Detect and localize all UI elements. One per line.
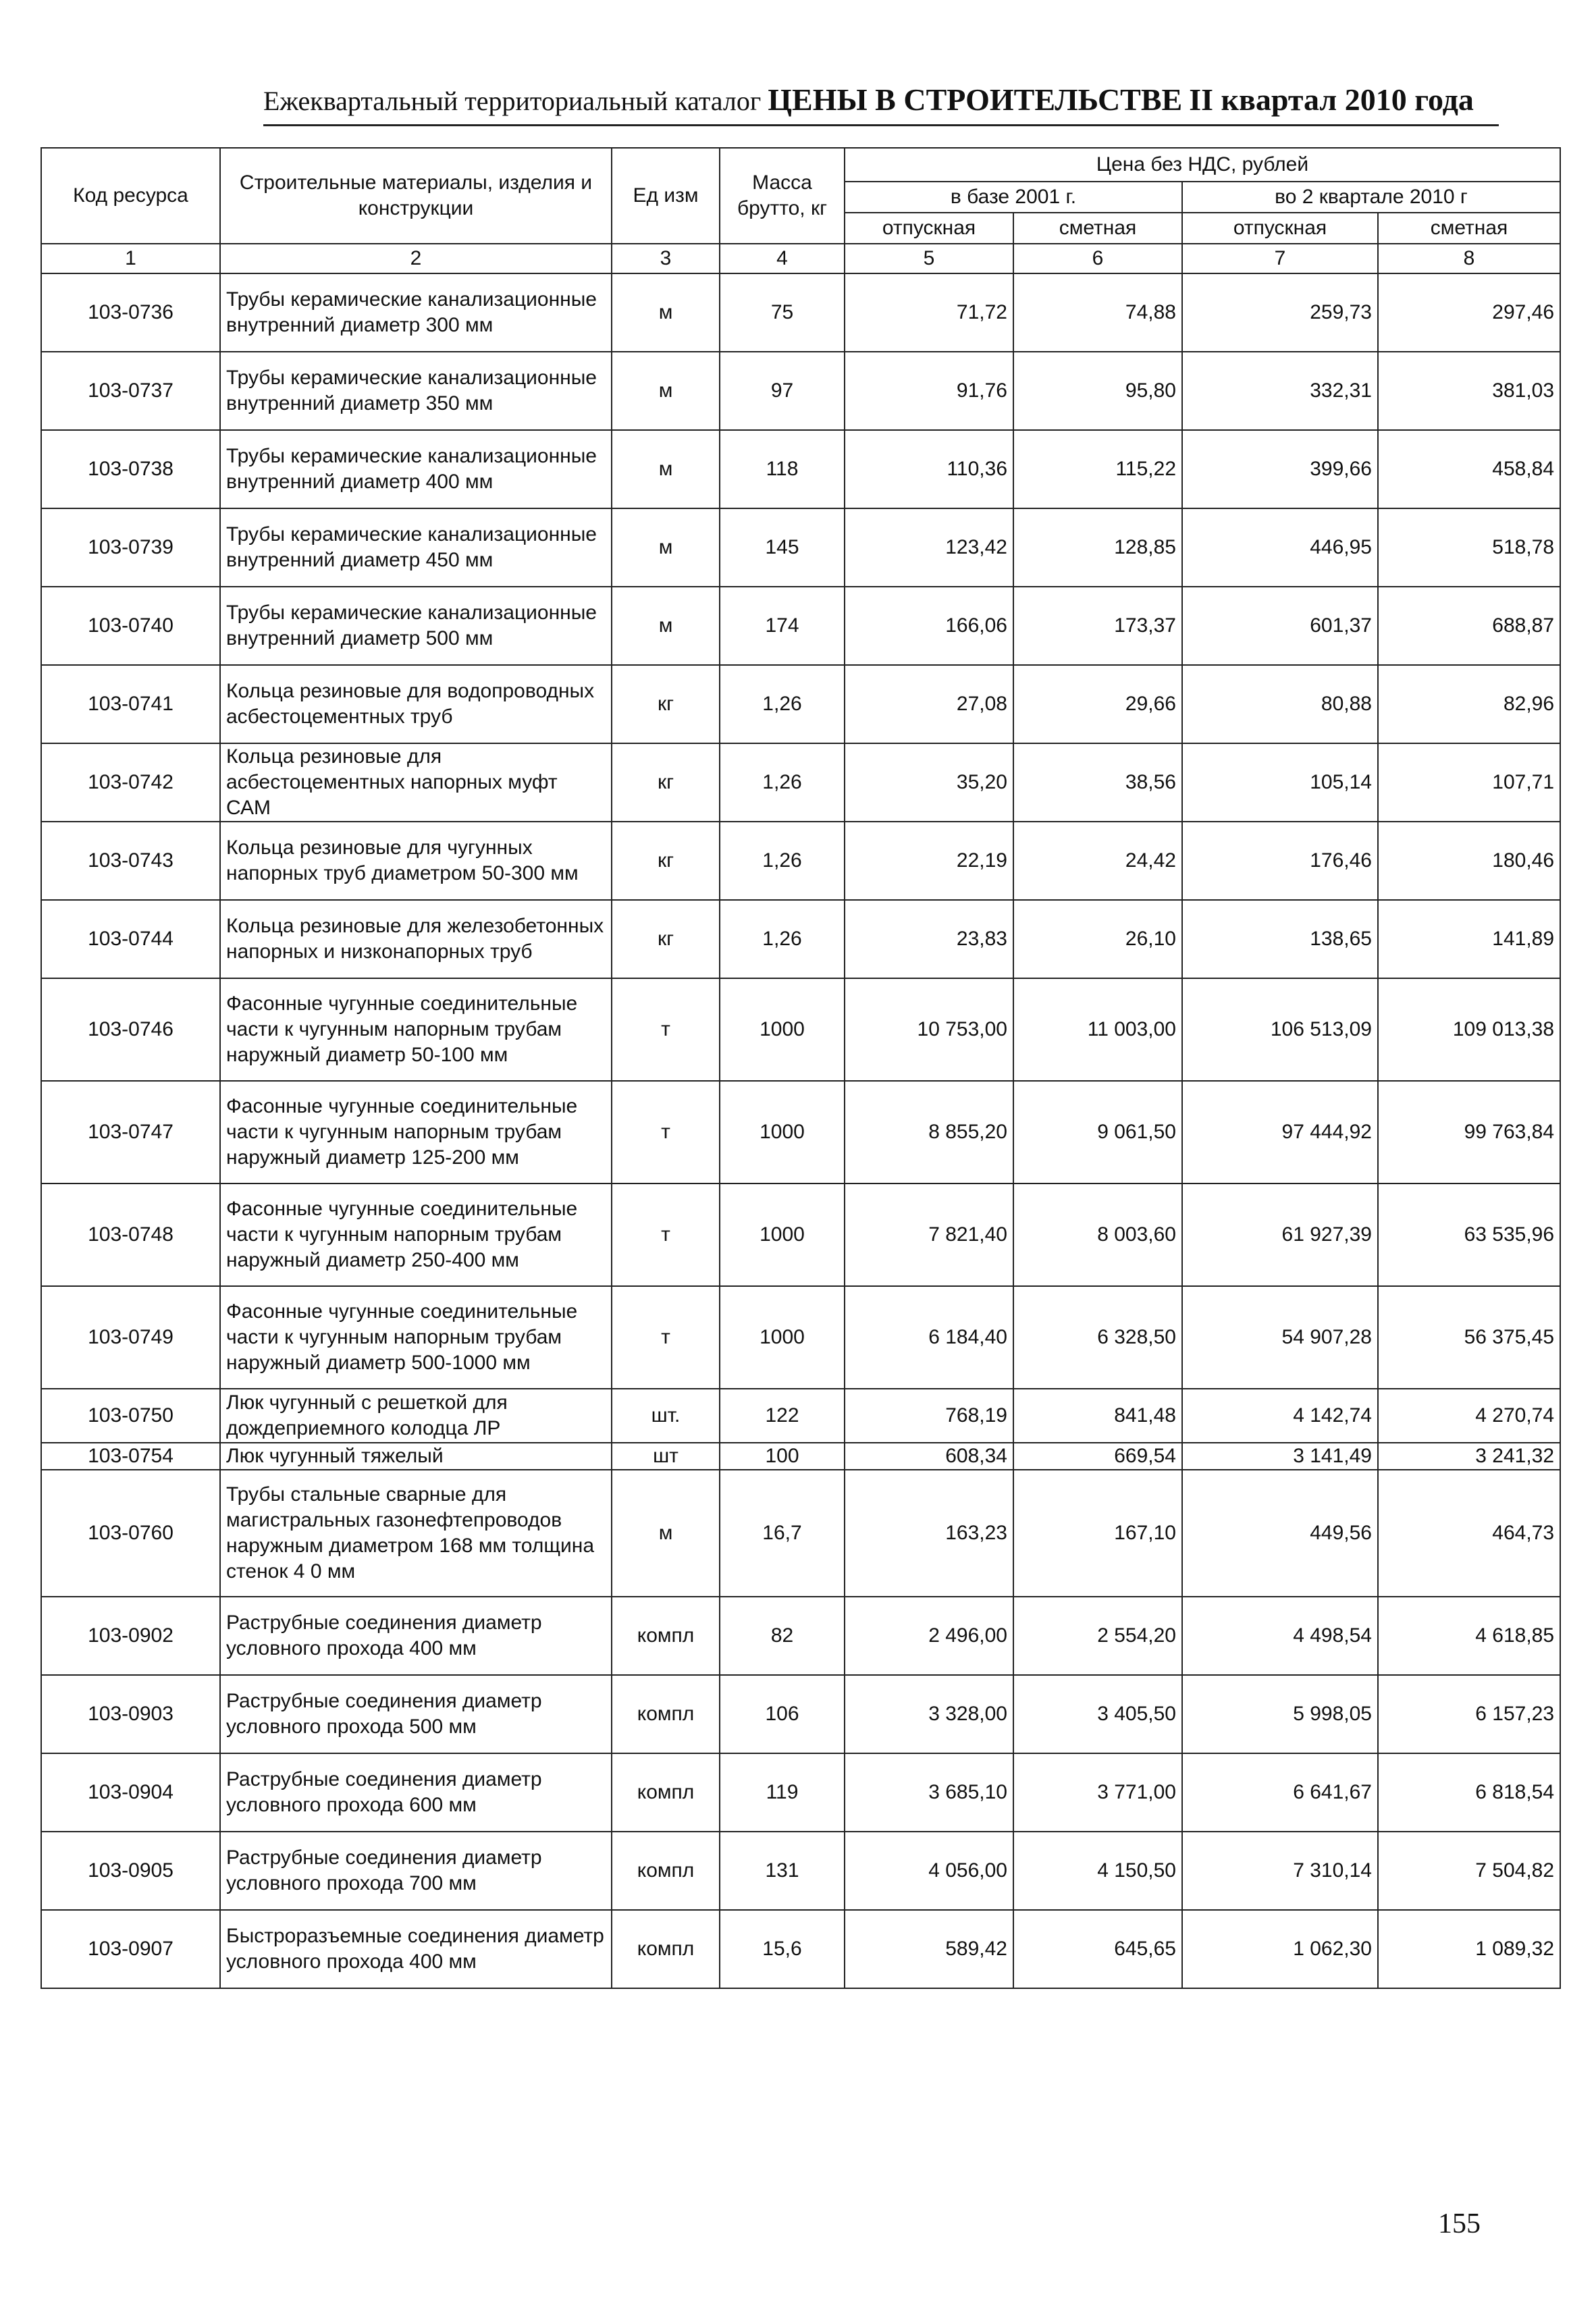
table-body — [41, 244, 1560, 1988]
header-release-base: отпускная — [845, 213, 1013, 244]
cell-code: 103-0754 — [41, 1443, 220, 1470]
cell-code: 103-0747 — [41, 1081, 220, 1184]
cell-mass: 75 — [720, 273, 845, 352]
cell-price-base-estimate: 167,10 — [1013, 1470, 1182, 1597]
table-row — [41, 1753, 1560, 1832]
cell-mass: 131 — [720, 1832, 845, 1910]
cell-unit: компл — [612, 1832, 720, 1910]
cell-unit: т — [612, 1081, 720, 1184]
cell-price-base-estimate: 115,22 — [1013, 430, 1182, 508]
cell-mass: 16,7 — [720, 1470, 845, 1597]
cell-code: 103-0750 — [41, 1389, 220, 1443]
cell-mass: 145 — [720, 508, 845, 587]
cell-price-current-estimate: 518,78 — [1378, 508, 1560, 587]
cell-code: 103-0738 — [41, 430, 220, 508]
cell-unit: компл — [612, 1675, 720, 1753]
cell-price-base-estimate: 3 771,00 — [1013, 1753, 1182, 1832]
cell-price-current-estimate: 4 618,85 — [1378, 1597, 1560, 1675]
price-table — [41, 147, 1561, 1989]
cell-name: Фасонные чугунные соединительные части к чугунным напорным трубам наружный диаметр 50-100 мм — [220, 978, 612, 1081]
cell-price-current-estimate: 458,84 — [1378, 430, 1560, 508]
cell-name: Раструбные соединения диаметр условного прохода 400 мм — [220, 1597, 612, 1675]
cell-price-current-estimate: 56 375,45 — [1378, 1286, 1560, 1389]
cell-price-base-release: 768,19 — [845, 1389, 1013, 1443]
cell-price-base-release: 8 855,20 — [845, 1081, 1013, 1184]
cell-price-current-estimate: 1 089,32 — [1378, 1910, 1560, 1988]
cell-price-current-estimate: 6 818,54 — [1378, 1753, 1560, 1832]
cell-unit: компл — [612, 1753, 720, 1832]
cell-price-base-estimate: 2 554,20 — [1013, 1597, 1182, 1675]
cell-name: Раструбные соединения диаметр условного прохода 600 мм — [220, 1753, 612, 1832]
cell-unit: м — [612, 352, 720, 430]
cell-code: 103-0742 — [41, 743, 220, 822]
cell-unit: т — [612, 978, 720, 1081]
cell-name: Раструбные соединения диаметр условного прохода 500 мм — [220, 1675, 612, 1753]
cell-name: Трубы керамические канализационные внутренний диаметр 400 мм — [220, 430, 612, 508]
cell-code: 103-0736 — [41, 273, 220, 352]
header-mass: Масса брутто, кг — [720, 148, 845, 244]
cell-mass: 1,26 — [720, 743, 845, 822]
cell-code: 103-0748 — [41, 1184, 220, 1286]
cell-mass: 1,26 — [720, 822, 845, 900]
cell-code: 103-0760 — [41, 1470, 220, 1597]
cell-price-current-estimate: 3 241,32 — [1378, 1443, 1560, 1470]
table-row — [41, 430, 1560, 508]
cell-mass: 1000 — [720, 1286, 845, 1389]
cell-price-base-release: 608,34 — [845, 1443, 1013, 1470]
cell-code: 103-0907 — [41, 1910, 220, 1988]
cell-name: Трубы стальные сварные для магистральных газонефтепроводов наружным диаметром 168 мм толщина стенок 4 0 мм — [220, 1470, 612, 1597]
cell-price-base-estimate: 6 328,50 — [1013, 1286, 1182, 1389]
cell-unit: шт. — [612, 1389, 720, 1443]
cell-price-current-estimate: 6 157,23 — [1378, 1675, 1560, 1753]
cell-price-base-release: 166,06 — [845, 587, 1013, 665]
cell-unit: кг — [612, 665, 720, 743]
cell-price-current-estimate: 7 504,82 — [1378, 1832, 1560, 1910]
cell-unit: кг — [612, 822, 720, 900]
cell-price-base-estimate: 669,54 — [1013, 1443, 1182, 1470]
table-row — [41, 1389, 1560, 1443]
header-base: в базе 2001 г. — [845, 182, 1182, 213]
cell-price-base-estimate: 645,65 — [1013, 1910, 1182, 1988]
cell-price-current-estimate: 99 763,84 — [1378, 1081, 1560, 1184]
cell-price-base-estimate: 8 003,60 — [1013, 1184, 1182, 1286]
col-number: 4 — [720, 244, 845, 273]
cell-unit: компл — [612, 1910, 720, 1988]
cell-code: 103-0903 — [41, 1675, 220, 1753]
cell-price-current-release: 7 310,14 — [1182, 1832, 1378, 1910]
cell-price-current-estimate: 297,46 — [1378, 273, 1560, 352]
cell-price-base-estimate: 74,88 — [1013, 273, 1182, 352]
cell-price-current-release: 5 998,05 — [1182, 1675, 1378, 1753]
table-row — [41, 900, 1560, 978]
cell-price-base-estimate: 4 150,50 — [1013, 1832, 1182, 1910]
cell-name: Кольца резиновые для чугунных напорных труб диаметром 50-300 мм — [220, 822, 612, 900]
cell-name: Кольца резиновые для водопроводных асбестоцементных труб — [220, 665, 612, 743]
header-unit: Ед изм — [612, 148, 720, 244]
cell-price-base-release: 91,76 — [845, 352, 1013, 430]
header-current: во 2 квартале 2010 г — [1182, 182, 1560, 213]
cell-price-current-estimate: 381,03 — [1378, 352, 1560, 430]
cell-unit: м — [612, 1470, 720, 1597]
cell-mass: 122 — [720, 1389, 845, 1443]
cell-price-current-release: 399,66 — [1182, 430, 1378, 508]
cell-price-base-release: 4 056,00 — [845, 1832, 1013, 1910]
cell-mass: 118 — [720, 430, 845, 508]
cell-price-base-estimate: 3 405,50 — [1013, 1675, 1182, 1753]
cell-price-current-release: 97 444,92 — [1182, 1081, 1378, 1184]
cell-name: Фасонные чугунные соединительные части к чугунным напорным трубам наружный диаметр 500-1000 мм — [220, 1286, 612, 1389]
table-row — [41, 1286, 1560, 1389]
cell-code: 103-0740 — [41, 587, 220, 665]
cell-name: Фасонные чугунные соединительные части к чугунным напорным трубам наружный диаметр 250-400 мм — [220, 1184, 612, 1286]
cell-mass: 1000 — [720, 1081, 845, 1184]
cell-price-current-estimate: 688,87 — [1378, 587, 1560, 665]
cell-price-current-estimate: 180,46 — [1378, 822, 1560, 900]
header-price: Цена без НДС, рублей — [845, 148, 1560, 182]
header-prefix: Ежеквартальный территориальный каталог — [263, 86, 762, 116]
cell-unit: м — [612, 273, 720, 352]
cell-price-base-release: 27,08 — [845, 665, 1013, 743]
table-row — [41, 352, 1560, 430]
cell-price-current-release: 449,56 — [1182, 1470, 1378, 1597]
col-number: 1 — [41, 244, 220, 273]
cell-unit: м — [612, 587, 720, 665]
cell-mass: 1,26 — [720, 900, 845, 978]
cell-price-current-release: 4 498,54 — [1182, 1597, 1378, 1675]
table-row — [41, 822, 1560, 900]
cell-price-current-release: 1 062,30 — [1182, 1910, 1378, 1988]
table-row — [41, 508, 1560, 587]
cell-code: 103-0904 — [41, 1753, 220, 1832]
cell-price-current-estimate: 109 013,38 — [1378, 978, 1560, 1081]
cell-code: 103-0739 — [41, 508, 220, 587]
cell-unit: шт — [612, 1443, 720, 1470]
cell-price-current-release: 106 513,09 — [1182, 978, 1378, 1081]
cell-price-base-release: 22,19 — [845, 822, 1013, 900]
cell-price-base-release: 110,36 — [845, 430, 1013, 508]
cell-mass: 1000 — [720, 978, 845, 1081]
table-row — [41, 1184, 1560, 1286]
cell-price-base-estimate: 95,80 — [1013, 352, 1182, 430]
col-number: 5 — [845, 244, 1013, 273]
header-name: Строительные материалы, изделия и конструкции — [220, 148, 612, 244]
col-number: 3 — [612, 244, 720, 273]
cell-price-current-release: 6 641,67 — [1182, 1753, 1378, 1832]
cell-price-base-estimate: 26,10 — [1013, 900, 1182, 978]
header-estimate-base: сметная — [1013, 213, 1182, 244]
cell-price-base-release: 2 496,00 — [845, 1597, 1013, 1675]
table-row — [41, 665, 1560, 743]
cell-price-current-release: 601,37 — [1182, 587, 1378, 665]
col-number: 8 — [1378, 244, 1560, 273]
cell-price-current-release: 332,31 — [1182, 352, 1378, 430]
cell-price-current-release: 54 907,28 — [1182, 1286, 1378, 1389]
cell-price-base-estimate: 841,48 — [1013, 1389, 1182, 1443]
cell-unit: компл — [612, 1597, 720, 1675]
cell-price-base-release: 3 685,10 — [845, 1753, 1013, 1832]
cell-unit: кг — [612, 743, 720, 822]
cell-unit: кг — [612, 900, 720, 978]
cell-name: Трубы керамические канализационные внутренний диаметр 500 мм — [220, 587, 612, 665]
table-row — [41, 1832, 1560, 1910]
cell-price-current-release: 176,46 — [1182, 822, 1378, 900]
cell-code: 103-0743 — [41, 822, 220, 900]
cell-price-base-estimate: 29,66 — [1013, 665, 1182, 743]
cell-name: Быстроразъемные соединения диаметр условного прохода 400 мм — [220, 1910, 612, 1988]
cell-price-base-release: 23,83 — [845, 900, 1013, 978]
cell-name: Трубы керамические канализационные внутренний диаметр 300 мм — [220, 273, 612, 352]
cell-price-current-release: 4 142,74 — [1182, 1389, 1378, 1443]
cell-name: Кольца резиновые для асбестоцементных напорных муфт САМ — [220, 743, 612, 822]
cell-name: Раструбные соединения диаметр условного прохода 700 мм — [220, 1832, 612, 1910]
cell-code: 103-0744 — [41, 900, 220, 978]
cell-code: 103-0749 — [41, 1286, 220, 1389]
cell-mass: 174 — [720, 587, 845, 665]
cell-code: 103-0902 — [41, 1597, 220, 1675]
cell-mass: 119 — [720, 1753, 845, 1832]
table-row — [41, 273, 1560, 352]
cell-name: Трубы керамические канализационные внутренний диаметр 450 мм — [220, 508, 612, 587]
cell-code: 103-0905 — [41, 1832, 220, 1910]
cell-price-current-estimate: 63 535,96 — [1378, 1184, 1560, 1286]
cell-code: 103-0737 — [41, 352, 220, 430]
header-release-current: отпускная — [1182, 213, 1378, 244]
table-row — [41, 743, 1560, 822]
cell-price-base-release: 123,42 — [845, 508, 1013, 587]
cell-mass: 1,26 — [720, 665, 845, 743]
cell-mass: 106 — [720, 1675, 845, 1753]
cell-unit: м — [612, 508, 720, 587]
cell-unit: м — [612, 430, 720, 508]
header-period: II квартал 2010 года — [1189, 82, 1474, 117]
table-row — [41, 978, 1560, 1081]
header-code: Код ресурса — [41, 148, 220, 244]
cell-price-current-release: 138,65 — [1182, 900, 1378, 978]
cell-name: Трубы керамические канализационные внутренний диаметр 350 мм — [220, 352, 612, 430]
table-row — [41, 1597, 1560, 1675]
cell-price-current-estimate: 464,73 — [1378, 1470, 1560, 1597]
cell-price-base-release: 163,23 — [845, 1470, 1013, 1597]
cell-price-base-release: 35,20 — [845, 743, 1013, 822]
cell-price-base-release: 3 328,00 — [845, 1675, 1013, 1753]
column-numbers-row — [41, 244, 1560, 273]
cell-price-current-release: 80,88 — [1182, 665, 1378, 743]
cell-unit: т — [612, 1286, 720, 1389]
cell-code: 103-0746 — [41, 978, 220, 1081]
cell-name: Люк чугунный тяжелый — [220, 1443, 612, 1470]
cell-price-base-estimate: 11 003,00 — [1013, 978, 1182, 1081]
cell-price-current-release: 446,95 — [1182, 508, 1378, 587]
cell-mass: 97 — [720, 352, 845, 430]
col-number: 7 — [1182, 244, 1378, 273]
cell-mass: 82 — [720, 1597, 845, 1675]
cell-price-base-release: 6 184,40 — [845, 1286, 1013, 1389]
table-row — [41, 1675, 1560, 1753]
page-header — [263, 76, 1499, 126]
cell-price-current-release: 61 927,39 — [1182, 1184, 1378, 1286]
cell-unit: т — [612, 1184, 720, 1286]
cell-price-current-estimate: 141,89 — [1378, 900, 1560, 978]
page-number: 155 — [1438, 2208, 1481, 2239]
col-number: 2 — [220, 244, 612, 273]
cell-price-current-estimate: 4 270,74 — [1378, 1389, 1560, 1443]
cell-price-base-release: 71,72 — [845, 273, 1013, 352]
cell-mass: 1000 — [720, 1184, 845, 1286]
cell-price-base-estimate: 38,56 — [1013, 743, 1182, 822]
col-number: 6 — [1013, 244, 1182, 273]
cell-name: Люк чугунный с решеткой для дождеприемного колодца ЛР — [220, 1389, 612, 1443]
table-row — [41, 1443, 1560, 1470]
cell-price-current-release: 3 141,49 — [1182, 1443, 1378, 1470]
cell-name: Кольца резиновые для железобетонных напорных и низконапорных труб — [220, 900, 612, 978]
header-estimate-current: сметная — [1378, 213, 1560, 244]
cell-name: Фасонные чугунные соединительные части к чугунным напорным трубам наружный диаметр 125-200 мм — [220, 1081, 612, 1184]
table-row — [41, 1910, 1560, 1988]
cell-price-base-release: 589,42 — [845, 1910, 1013, 1988]
cell-price-current-estimate: 107,71 — [1378, 743, 1560, 822]
table-row — [41, 1081, 1560, 1184]
cell-mass: 100 — [720, 1443, 845, 1470]
cell-mass: 15,6 — [720, 1910, 845, 1988]
cell-price-base-estimate: 24,42 — [1013, 822, 1182, 900]
cell-price-current-estimate: 82,96 — [1378, 665, 1560, 743]
cell-price-current-release: 259,73 — [1182, 273, 1378, 352]
cell-price-base-release: 7 821,40 — [845, 1184, 1013, 1286]
cell-price-base-release: 10 753,00 — [845, 978, 1013, 1081]
table-row — [41, 1470, 1560, 1597]
cell-price-base-estimate: 173,37 — [1013, 587, 1182, 665]
cell-price-base-estimate: 9 061,50 — [1013, 1081, 1182, 1184]
table-row — [41, 587, 1560, 665]
header-title: ЦЕНЫ В СТРОИТЕЛЬСТВЕ — [768, 82, 1183, 117]
cell-price-current-release: 105,14 — [1182, 743, 1378, 822]
cell-price-base-estimate: 128,85 — [1013, 508, 1182, 587]
cell-code: 103-0741 — [41, 665, 220, 743]
